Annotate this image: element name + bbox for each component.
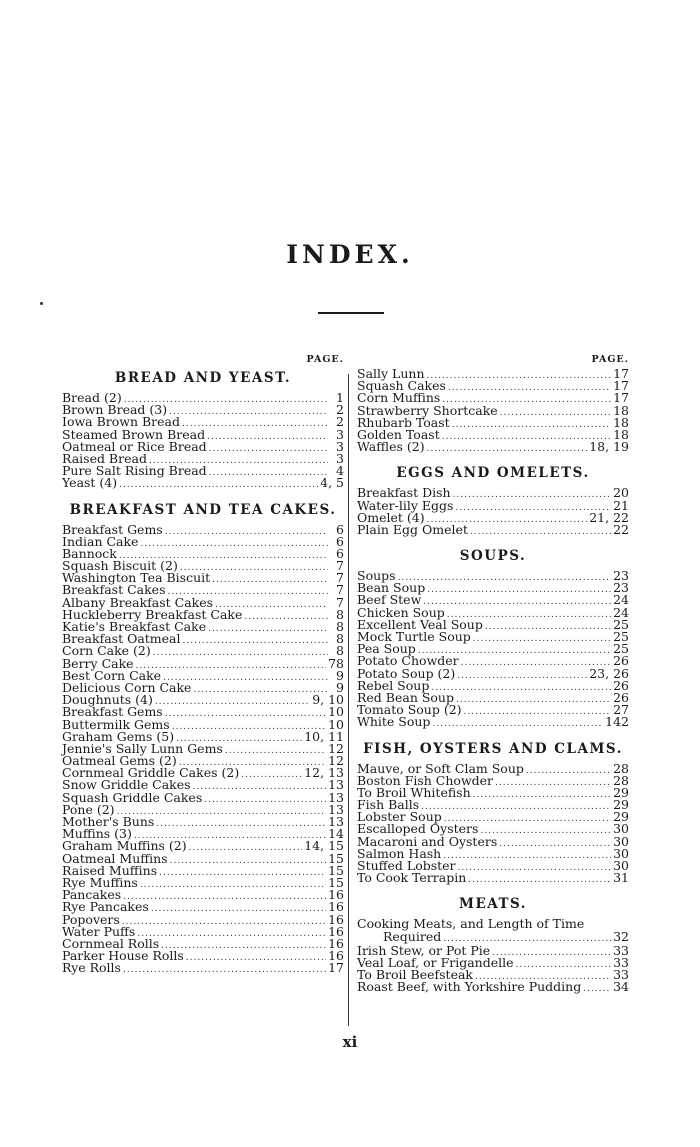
entry-page: 24: [613, 604, 629, 620]
dot-leader: [241, 769, 302, 781]
page-heading-left: PAGE.: [306, 354, 344, 365]
dot-leader: [123, 891, 326, 903]
dot-leader: [193, 781, 327, 793]
entry-page: 25: [613, 641, 629, 657]
entry-label: Popovers: [62, 911, 120, 927]
entry-label: Breakfast Dish: [357, 485, 451, 501]
dot-leader: [244, 611, 328, 623]
entry-label: Raised Bread: [62, 450, 147, 466]
dot-leader: [448, 382, 611, 394]
entry-page: 15: [328, 850, 344, 866]
entry-label: Jennie's Sally Lunn Gems: [62, 740, 223, 756]
dot-leader: [119, 479, 318, 491]
dot-leader: [136, 660, 327, 672]
entry-label: Corn Muffins: [357, 390, 441, 406]
dot-leader: [480, 825, 611, 837]
entry-label: To Broil Beefsteak: [357, 967, 473, 983]
dot-leader: [526, 765, 611, 777]
entry-label: Potato Chowder: [357, 653, 459, 669]
entry-page: 23: [613, 580, 629, 596]
entry-label: Bannock: [62, 545, 117, 561]
column-divider: [348, 374, 349, 1026]
entry-page: 31: [613, 870, 629, 886]
dot-leader: [455, 502, 611, 514]
entry-label: Corn Cake (2): [62, 643, 151, 659]
entry-label: Mother's Buns: [62, 814, 155, 829]
entry-page: 26: [613, 653, 629, 669]
entry-page: 16: [328, 935, 344, 951]
dot-leader: [442, 431, 611, 443]
entry-page: 9: [336, 679, 344, 695]
entry-page: 17: [328, 960, 344, 976]
entry-label: Water Puffs: [62, 923, 136, 939]
entry-page: 24: [613, 592, 629, 608]
entry-label: Omelet (4): [357, 509, 425, 525]
index-entry: [62, 962, 344, 974]
entry-page: 3: [336, 450, 344, 466]
entry-label: Rhubarb Toast: [357, 414, 450, 430]
entry-label: To Cook Terrapin: [357, 870, 467, 886]
dot-leader: [453, 489, 612, 501]
dot-leader: [427, 370, 612, 382]
section-heading: MEATS.: [459, 896, 527, 913]
entry-page: 17: [613, 366, 629, 381]
dot-leader: [583, 983, 611, 995]
page-number: xi: [342, 1033, 358, 1051]
entry-page: 32: [613, 928, 629, 944]
dot-leader: [123, 964, 326, 976]
entry-page: 12: [328, 753, 344, 769]
entry-label: Iowa Brown Bread: [62, 414, 181, 430]
entry-label: Breakfast Gems: [62, 521, 163, 537]
entry-page: 3: [336, 426, 344, 442]
entry-page: 17: [613, 378, 629, 394]
entry-label: Katie's Breakfast Cake: [62, 619, 207, 634]
entry-label: Breakfast Gems: [62, 704, 163, 720]
entry-page: 15: [328, 874, 344, 890]
title-rule: [318, 312, 384, 314]
entry-label: Pure Salt Rising Bread: [62, 463, 207, 479]
entry-label: Waffles (2): [357, 439, 425, 455]
entry-label: Cornmeal Rolls: [62, 935, 160, 951]
entry-page: 15: [328, 862, 344, 878]
entry-label: Muffins (3): [62, 826, 132, 842]
entry-page: 78: [328, 655, 344, 671]
dot-leader: [165, 526, 328, 538]
ink-speck: [40, 302, 43, 305]
entry-label: Red Bean Soup: [357, 689, 454, 705]
entry-page: 2: [336, 414, 344, 430]
entry-list: [357, 918, 629, 993]
entry-label: Roast Beef, with Yorkshire Pudding: [357, 979, 582, 995]
section-heading: FISH, OYSTERS AND CLAMS.: [363, 740, 623, 757]
entry-label: Parker House Rolls: [62, 948, 184, 964]
dot-leader: [137, 928, 326, 940]
entry-page: 8: [336, 606, 344, 622]
entry-page: 21, 22: [589, 509, 629, 525]
entry-label: Sally Lunn: [357, 366, 425, 381]
entry-page: 18: [613, 426, 629, 442]
entry-label: Macaroni and Oysters: [357, 833, 498, 849]
entry-page: 29: [613, 797, 629, 813]
entry-label: Water-lily Eggs: [357, 497, 454, 513]
dot-leader: [193, 684, 328, 696]
entry-label-continued: Required: [383, 928, 442, 944]
entry-list: [357, 368, 629, 453]
dot-leader: [165, 708, 326, 720]
entry-page: 16: [328, 948, 344, 964]
entry-page: 13: [328, 789, 344, 805]
entry-label: Washington Tea Biscuit: [62, 570, 211, 586]
entry-label: Cooking Meats, and Length of Time: [357, 916, 585, 932]
entry-label: Doughnuts (4): [62, 692, 153, 708]
entry-label: Salmon Hash: [357, 845, 442, 861]
entry-label: Best Corn Cake: [62, 667, 162, 683]
dot-leader: [485, 621, 611, 633]
entry-label: Oatmeal or Rice Bread: [62, 438, 207, 454]
dot-leader: [159, 867, 326, 879]
dot-leader: [156, 818, 326, 830]
entry-label: Brown Bread (3): [62, 402, 168, 418]
entry-label: Veal Loaf, or Frigandelle: [357, 954, 514, 970]
entry-page: 27: [613, 702, 629, 718]
entry-page: 28: [613, 772, 629, 788]
entry-page: 12, 13: [304, 765, 344, 781]
entry-page: 4, 5: [320, 475, 344, 491]
dot-leader: [170, 855, 327, 867]
dot-leader: [452, 419, 611, 431]
entry-label: Rye Muffins: [62, 874, 138, 890]
dot-leader: [140, 879, 326, 891]
dot-leader: [161, 940, 326, 952]
entry-list: [357, 760, 629, 886]
entry-page: 3: [336, 438, 344, 454]
entry-page: 33: [613, 967, 629, 983]
dot-leader: [473, 633, 611, 645]
entry-label: Rebel Soup: [357, 677, 430, 693]
entry-page: 18: [613, 402, 629, 418]
page-title: INDEX.: [286, 240, 414, 269]
index-entry: [357, 918, 629, 944]
entry-page: 14: [328, 826, 344, 842]
dot-leader: [499, 838, 611, 850]
entry-label: Indian Cake: [62, 533, 139, 549]
dot-leader: [183, 635, 329, 647]
entry-label: Raised Muffins: [62, 862, 158, 878]
index-entry: [357, 716, 629, 728]
dot-leader: [398, 572, 612, 584]
dot-leader: [212, 574, 328, 586]
dot-leader: [140, 538, 328, 550]
dot-leader: [427, 443, 588, 455]
entry-label: Golden Toast: [357, 426, 440, 442]
entry-label: Delicious Corn Cake: [62, 679, 192, 695]
entry-list: [357, 570, 629, 728]
entry-label: Rye Rolls: [62, 960, 121, 976]
entry-label: To Broil Whitefish: [357, 784, 471, 800]
entry-page: 30: [613, 858, 629, 873]
entry-label: Strawberry Shortcake: [357, 402, 498, 418]
entry-page: 13: [328, 777, 344, 793]
dot-leader: [464, 706, 612, 718]
entry-label: Squash Cakes: [357, 378, 446, 394]
dot-leader: [468, 874, 611, 886]
dot-leader: [225, 745, 326, 757]
entry-page: 34: [613, 979, 629, 995]
entry-label: Soups: [357, 568, 396, 584]
entry-page: 22: [613, 521, 629, 537]
dot-leader: [458, 862, 612, 874]
entry-label: Lobster Soup: [357, 809, 442, 825]
dot-leader: [207, 431, 328, 443]
dot-leader: [457, 670, 587, 682]
entry-label: Bread (2): [62, 390, 122, 405]
entry-page: 8: [336, 643, 344, 659]
entry-label: White Soup: [357, 714, 431, 730]
dot-leader: [122, 916, 326, 928]
dot-leader: [204, 794, 326, 806]
entry-label: Snow Griddle Cakes: [62, 777, 191, 793]
entry-label: Pea Soup: [357, 641, 416, 657]
entry-label: Mock Turtle Soup: [357, 629, 471, 644]
entry-label: Tomato Soup (2): [357, 702, 462, 718]
dot-leader: [153, 647, 328, 659]
entry-page: 29: [613, 809, 629, 825]
entry-page: 33: [613, 954, 629, 970]
dot-leader: [155, 696, 310, 708]
entry-page: 1: [336, 390, 344, 405]
section-heading: SOUPS.: [459, 548, 527, 565]
dot-leader: [427, 584, 611, 596]
dot-leader: [189, 842, 303, 854]
dot-leader: [473, 789, 611, 801]
entry-page: 16: [328, 899, 344, 915]
entry-label: Huckleberry Breakfast Cake: [62, 606, 243, 622]
entry-page: 26: [613, 689, 629, 705]
dot-leader: [432, 718, 603, 730]
entry-page: 6: [336, 521, 344, 537]
dot-leader: [500, 407, 611, 419]
dot-leader: [516, 959, 612, 971]
entry-label: Beef Stew: [357, 592, 422, 608]
entry-page: 18: [613, 414, 629, 430]
entry-label: Squash Biscuit (2): [62, 558, 178, 574]
entry-label: Stuffed Lobster: [357, 858, 456, 873]
entry-page: 4: [336, 463, 344, 479]
entry-page: 142: [605, 714, 629, 730]
entry-label: Graham Muffins (2): [62, 838, 187, 854]
dot-leader: [208, 623, 328, 635]
entry-page: 23: [613, 568, 629, 584]
dot-leader: [495, 777, 611, 789]
left-sections: [62, 368, 344, 974]
entry-page: 33: [613, 942, 629, 958]
index-entry: [357, 872, 629, 884]
dot-leader: [470, 526, 611, 538]
entry-page: 6: [336, 533, 344, 549]
entry-label: Steamed Brown Bread: [62, 426, 206, 442]
entry-label: Pone (2): [62, 801, 115, 817]
entry-page: 17: [613, 390, 629, 406]
entry-page: 8: [336, 631, 344, 647]
entry-label: Berry Cake: [62, 655, 134, 671]
entry-page: 12: [328, 740, 344, 756]
entry-label: Yeast (4): [62, 475, 118, 491]
right-sections: [357, 368, 629, 994]
entry-page: 16: [328, 923, 344, 939]
dot-leader: [209, 467, 328, 479]
entry-page: 21: [613, 497, 629, 513]
dot-leader: [421, 801, 611, 813]
entry-label: Breakfast Oatmeal: [62, 631, 181, 647]
entry-page: 23, 26: [589, 665, 629, 681]
entry-label: Rye Pancakes: [62, 899, 149, 915]
entry-page: 28: [613, 760, 629, 776]
entry-page: 26: [613, 677, 629, 693]
entry-label: Potato Soup (2): [357, 665, 456, 681]
entry-label: Bean Soup: [357, 580, 426, 596]
entry-label: Plain Egg Omelet: [357, 521, 468, 537]
entry-page: 2: [336, 402, 344, 418]
right-column: [357, 352, 629, 994]
entry-page: 13: [328, 801, 344, 817]
entry-label: Squash Griddle Cakes: [62, 789, 203, 805]
entry-label: Oatmeal Muffins: [62, 850, 168, 866]
section-heading: BREAKFAST AND TEA CAKES.: [69, 501, 337, 518]
entry-page: 7: [336, 558, 344, 574]
entry-label: Fish Balls: [357, 797, 420, 813]
entry-page: 30: [613, 845, 629, 861]
entry-label: Pancakes: [62, 887, 122, 903]
page-heading-right: PAGE.: [591, 354, 629, 365]
entry-page: 7: [336, 582, 344, 598]
entry-list: [62, 392, 344, 490]
entry-page: 8: [336, 619, 344, 634]
entry-page: 16: [328, 887, 344, 903]
index-entry: [357, 521, 629, 537]
entry-page: 7: [336, 594, 344, 610]
entry-page: 29: [613, 784, 629, 800]
entry-page: 30: [613, 821, 629, 837]
dot-leader: [172, 721, 326, 733]
dot-leader: [456, 694, 611, 706]
entry-label: Breakfast Cakes: [62, 582, 166, 598]
entry-label: Chicken Soup: [357, 604, 445, 620]
dot-leader: [186, 952, 326, 964]
entry-page: 7: [336, 570, 344, 586]
dot-leader: [423, 596, 611, 608]
entry-label: Irish Stew, or Pot Pie: [357, 942, 491, 958]
entry-page: 18, 19: [589, 439, 629, 455]
section-heading: BREAD AND YEAST.: [114, 370, 292, 386]
entry-page: 16: [328, 911, 344, 927]
index-entry: [62, 477, 344, 489]
dot-leader: [431, 682, 611, 694]
entry-label: Escalloped Oysters: [357, 821, 479, 837]
entry-page: 9: [336, 667, 344, 683]
entry-label: Cornmeal Griddle Cakes (2): [62, 765, 240, 781]
entry-list: [357, 487, 629, 536]
entry-label: Mauve, or Soft Clam Soup: [357, 760, 524, 776]
entry-page: 14, 15: [304, 838, 344, 854]
index-entry: [357, 981, 629, 993]
entry-label: Excellent Veal Soup: [357, 616, 483, 632]
entry-page: 9, 10: [312, 692, 344, 708]
entry-page: 10: [328, 704, 344, 720]
entry-page: 30: [613, 833, 629, 849]
entry-page: 25: [613, 629, 629, 644]
entry-page: 10, 11: [304, 728, 344, 744]
dot-leader: [151, 903, 326, 915]
entry-page: 13: [328, 814, 344, 829]
entry-label: Graham Gems (5): [62, 728, 175, 744]
dot-leader: [169, 406, 328, 418]
section-heading: EGGS AND OMELETS.: [396, 465, 590, 482]
left-column: [62, 352, 344, 974]
entry-label: Boston Fish Chowder: [357, 772, 494, 788]
entry-label: Buttermilk Gems: [62, 716, 170, 732]
entry-page: 20: [613, 485, 629, 501]
entry-label: Oatmeal Gems (2): [62, 753, 177, 769]
entry-page: 10: [328, 716, 344, 732]
entry-page: 6: [336, 545, 344, 561]
dot-leader: [209, 443, 328, 455]
entry-page: 25: [613, 616, 629, 632]
entry-label: Albany Breakfast Cakes: [62, 594, 214, 610]
entry-list: [62, 521, 344, 976]
dot-leader: [443, 850, 611, 862]
